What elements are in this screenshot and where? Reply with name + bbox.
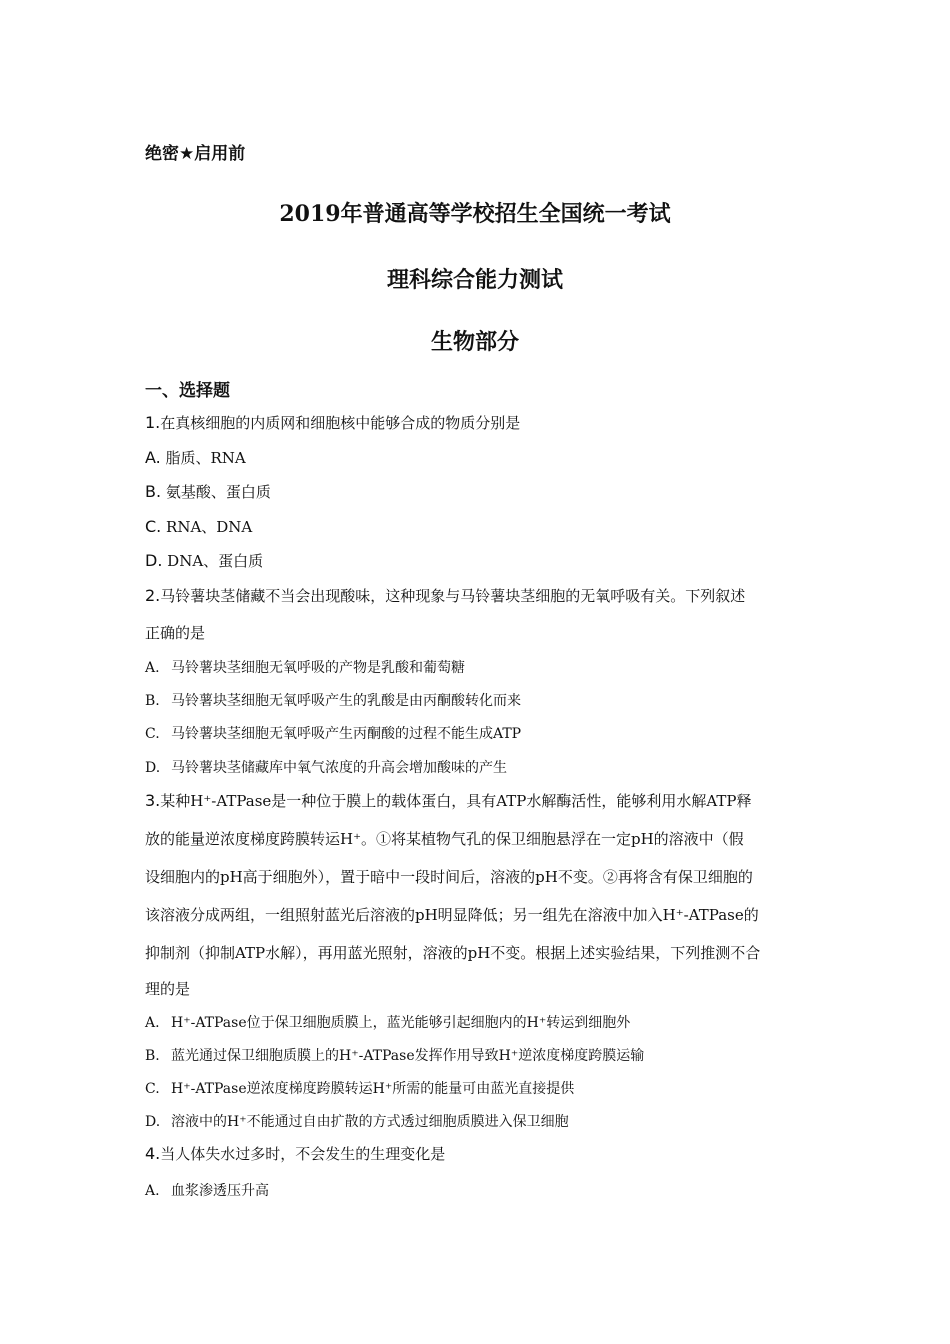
question-text: 马铃薯块茎储藏不当会出现酸味，这种现象与马铃薯块茎细胞的无氧呼吸有关。下列叙述 bbox=[160, 587, 746, 605]
q4-option-a bbox=[145, 1180, 269, 1200]
option-tag: D. bbox=[145, 1114, 161, 1130]
exam-subtitle: 理科综合能力测试 bbox=[386, 268, 563, 293]
option-tag: B. bbox=[145, 482, 162, 501]
q3-option-c bbox=[145, 1078, 574, 1098]
q3-option-d bbox=[145, 1111, 569, 1131]
question-number: 1. bbox=[145, 413, 161, 432]
question-3-line-4: 该溶液分成两组，一组照射蓝光后溶液的pH明显降低；另一组先在溶液中加入H⁺-ATPase的 bbox=[145, 906, 759, 924]
question-2-stem-cont: 正确的是 bbox=[145, 624, 206, 642]
question-3-line-2: 放的能量逆浓度梯度跨膜转运H⁺。①将某植物气孔的保卫细胞悬浮在一定pH的溶液中（假 bbox=[145, 830, 744, 848]
q2-option-b bbox=[145, 690, 521, 710]
q1-option-b bbox=[145, 481, 271, 502]
option-tag: A. bbox=[145, 660, 160, 676]
option-tag: B. bbox=[145, 1048, 160, 1064]
q2-option-a bbox=[145, 657, 465, 677]
question-1-stem bbox=[145, 412, 520, 433]
confidential-label: 绝密★启用前 bbox=[145, 144, 246, 164]
question-text: 在真核细胞的内质网和细胞核中能够合成的物质分别是 bbox=[160, 414, 521, 432]
question-4-stem bbox=[145, 1143, 445, 1164]
question-3-line-5: 抑制剂（抑制ATP水解），再用蓝光照射，溶液的pH不变。根据上述实验结果，下列推测不合 bbox=[145, 944, 761, 962]
option-text: 马铃薯块茎细胞无氧呼吸产生丙酮酸的过程不能生成ATP bbox=[171, 726, 522, 742]
option-text: RNA、DNA bbox=[161, 518, 253, 536]
question-number: 2. bbox=[145, 586, 161, 605]
question-3-line-3: 设细胞内的pH高于细胞外），置于暗中一段时间后，溶液的pH不变。②再将含有保卫细胞的 bbox=[145, 868, 753, 886]
option-text: 蓝光通过保卫细胞质膜上的H⁺-ATPase发挥作用导致H⁺逆浓度梯度跨膜运输 bbox=[171, 1048, 645, 1064]
exam-title: 2019年普通高等学校招生全国统一考试 bbox=[279, 201, 671, 227]
option-tag: A. bbox=[145, 1015, 160, 1031]
option-tag: C. bbox=[145, 726, 160, 742]
option-text: 血浆渗透压升高 bbox=[171, 1183, 269, 1199]
question-number: 4. bbox=[145, 1144, 161, 1163]
question-3-stem bbox=[145, 790, 752, 811]
option-tag: C. bbox=[145, 1081, 160, 1097]
question-text: 某种H⁺-ATPase是一种位于膜上的载体蛋白，具有ATP水解酶活性，能够利用水解ATP释 bbox=[160, 792, 752, 810]
question-2-stem bbox=[145, 585, 745, 606]
option-text: 氨基酸、蛋白质 bbox=[161, 483, 271, 501]
exam-part: 生物部分 bbox=[430, 330, 519, 355]
option-tag: C. bbox=[145, 517, 162, 536]
q1-option-a bbox=[145, 447, 246, 468]
option-tag: B. bbox=[145, 693, 160, 709]
q2-option-c bbox=[145, 723, 521, 743]
q1-option-c bbox=[145, 516, 252, 537]
option-text: DNA、蛋白质 bbox=[162, 552, 264, 570]
option-text: 马铃薯块茎细胞无氧呼吸的产物是乳酸和葡萄糖 bbox=[171, 660, 465, 676]
q1-option-d bbox=[145, 550, 263, 571]
option-text: H⁺-ATPase逆浓度梯度跨膜转运H⁺所需的能量可由蓝光直接提供 bbox=[171, 1081, 575, 1097]
option-tag: A. bbox=[145, 1183, 160, 1199]
option-text: 脂质、RNA bbox=[160, 449, 246, 467]
option-tag: A. bbox=[145, 448, 161, 467]
option-text: 溶液中的H⁺不能通过自由扩散的方式透过细胞质膜进入保卫细胞 bbox=[171, 1114, 569, 1130]
option-text: 马铃薯块茎细胞无氧呼吸产生的乳酸是由丙酮酸转化而来 bbox=[171, 693, 521, 709]
option-text: H⁺-ATPase位于保卫细胞质膜上，蓝光能够引起细胞内的H⁺转运到细胞外 bbox=[171, 1015, 631, 1031]
option-tag: D. bbox=[145, 760, 161, 776]
question-3-line-6: 理的是 bbox=[145, 980, 191, 998]
section-heading: 一、选择题 bbox=[145, 381, 230, 401]
question-number: 3. bbox=[145, 791, 161, 810]
q2-option-d bbox=[145, 757, 507, 777]
q3-option-b bbox=[145, 1045, 644, 1065]
option-text: 马铃薯块茎储藏库中氧气浓度的升高会增加酸味的产生 bbox=[171, 760, 507, 776]
q3-option-a bbox=[145, 1012, 630, 1032]
option-tag: D. bbox=[145, 551, 163, 570]
question-text: 当人体失水过多时，不会发生的生理变化是 bbox=[160, 1145, 446, 1163]
